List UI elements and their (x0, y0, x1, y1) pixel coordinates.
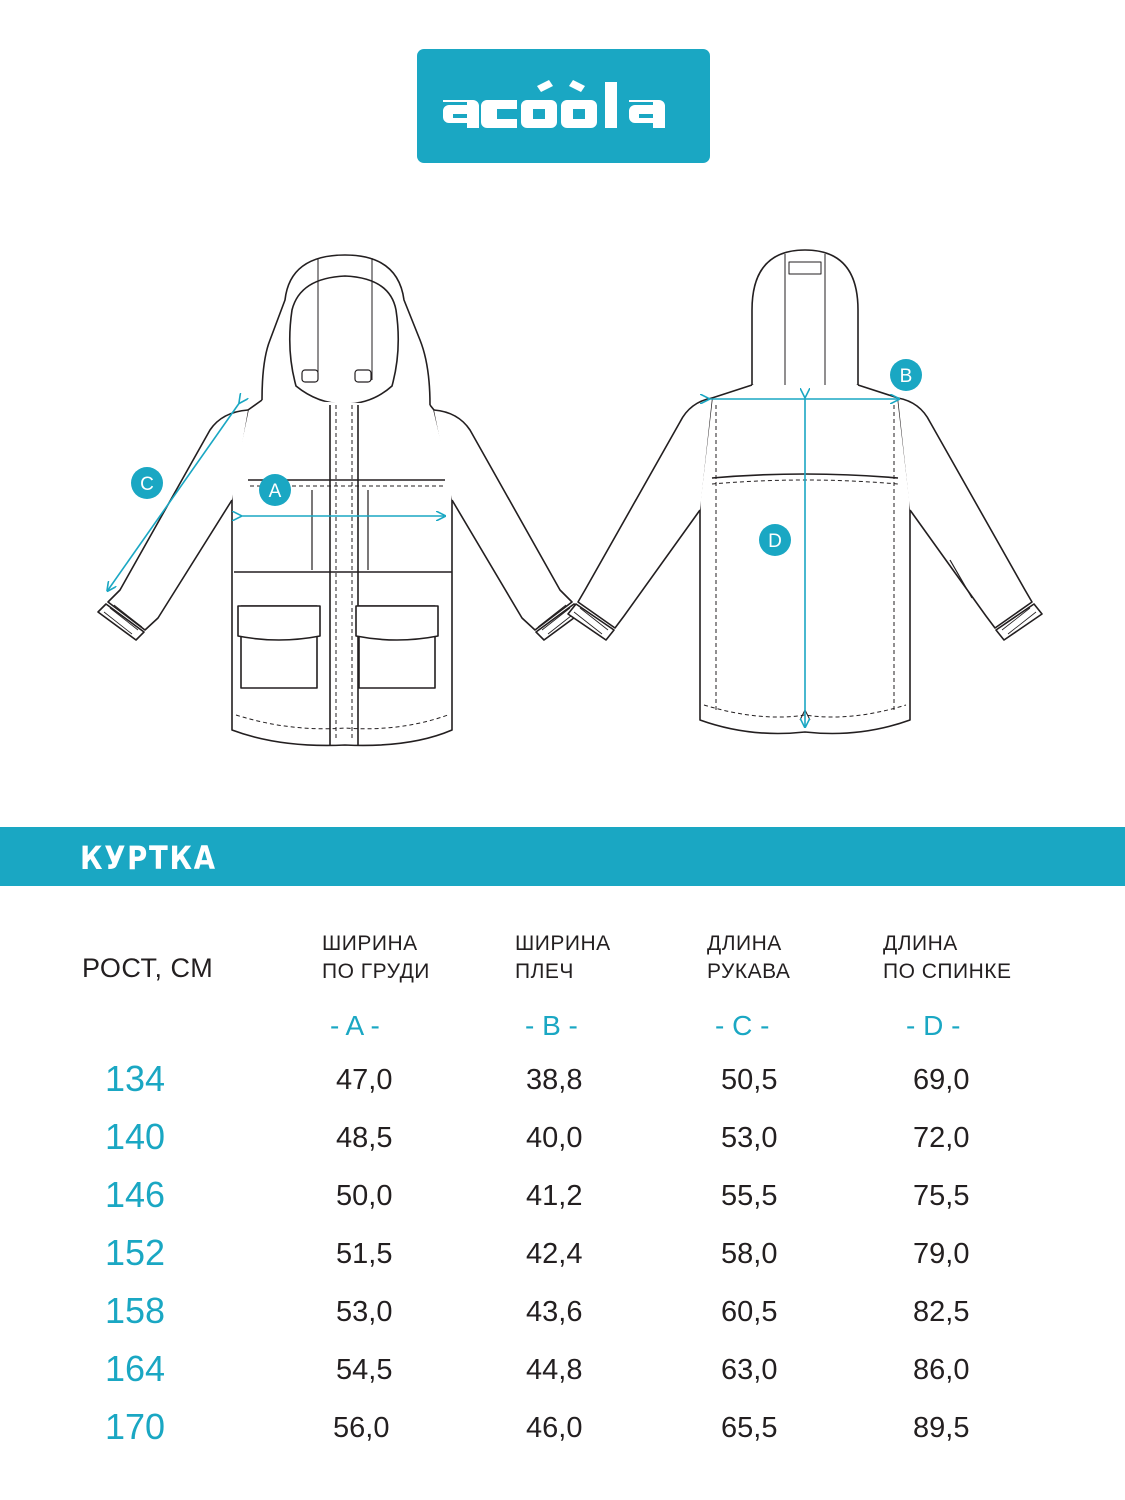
header-sleeve-length-line1: ДЛИНА (707, 932, 782, 955)
header-height-label: РОСТ, СМ (82, 953, 214, 983)
label-a-text: A (268, 481, 282, 502)
letter-a: - A - (330, 1010, 380, 1041)
cell-d: 82,5 (913, 1296, 970, 1328)
header-back-length-line1: ДЛИНА (883, 932, 958, 955)
cell-a: 53,0 (336, 1296, 393, 1328)
table-row (0, 1406, 1125, 1456)
cell-b: 44,8 (526, 1354, 583, 1386)
header-sleeve-length (707, 930, 790, 986)
label-d-text: D (768, 531, 782, 552)
header-back-length-line2: ПО СПИНКЕ (883, 960, 1012, 983)
cell-b: 46,0 (526, 1412, 583, 1444)
label-d-marker (759, 524, 791, 556)
cell-b: 42,4 (526, 1238, 583, 1270)
cell-d: 75,5 (913, 1180, 970, 1212)
cell-c: 50,5 (721, 1064, 778, 1096)
cell-b: 43,6 (526, 1296, 583, 1328)
cell-a: 47,0 (336, 1064, 393, 1096)
cell-c: 58,0 (721, 1238, 778, 1270)
label-c-text: C (140, 474, 154, 495)
cell-d: 79,0 (913, 1238, 970, 1270)
cell-a: 48,5 (336, 1122, 393, 1154)
label-a-marker (259, 474, 291, 506)
row-height: 146 (105, 1174, 166, 1215)
row-height: 152 (105, 1232, 166, 1273)
row-height: 164 (105, 1348, 166, 1389)
cell-a: 56,0 (333, 1412, 390, 1444)
letter-b: - B - (525, 1010, 578, 1041)
cell-a: 51,5 (336, 1238, 393, 1270)
section-title: КУРТКА (80, 839, 217, 877)
letter-c: - C - (715, 1010, 770, 1041)
header-sleeve-length-line2: РУКАВА (707, 960, 791, 983)
cell-c: 60,5 (721, 1296, 778, 1328)
label-b-text: B (899, 366, 913, 387)
header-chest-width-line1: ШИРИНА (322, 932, 418, 955)
header-back-length (883, 930, 1012, 986)
cell-a: 50,0 (336, 1180, 393, 1212)
table-row (0, 1174, 1125, 1224)
jacket-technical-drawing (0, 200, 1125, 830)
table-row (0, 1290, 1125, 1340)
cell-b: 40,0 (526, 1122, 583, 1154)
cell-d: 69,0 (913, 1064, 970, 1096)
cell-b: 38,8 (526, 1064, 583, 1096)
header-shoulder-width (515, 930, 611, 986)
header-shoulder-width-line1: ШИРИНА (515, 932, 611, 955)
cell-c: 53,0 (721, 1122, 778, 1154)
cell-c: 55,5 (721, 1180, 778, 1212)
label-b-marker (890, 359, 922, 391)
table-row (0, 1348, 1125, 1398)
header-shoulder-width-line2: ПЛЕЧ (515, 960, 574, 983)
brand-logo (417, 49, 710, 163)
cell-d: 89,5 (913, 1412, 970, 1444)
letter-d: - D - (906, 1010, 961, 1041)
acoola-logo-mark (439, 78, 689, 134)
table-row (0, 1058, 1125, 1108)
row-height: 140 (105, 1116, 166, 1157)
row-height: 134 (105, 1058, 166, 1099)
label-c-marker (131, 467, 163, 499)
table-row (0, 1116, 1125, 1166)
header-chest-width (322, 930, 430, 986)
row-height: 158 (105, 1290, 166, 1331)
cell-b: 41,2 (526, 1180, 583, 1212)
cell-d: 72,0 (913, 1122, 970, 1154)
header-height (82, 954, 213, 982)
header-chest-width-line2: ПО ГРУДИ (322, 960, 430, 983)
cell-d: 86,0 (913, 1354, 970, 1386)
section-header-band (0, 827, 1125, 886)
row-height: 170 (105, 1406, 166, 1447)
table-row (0, 1232, 1125, 1282)
cell-c: 63,0 (721, 1354, 778, 1386)
cell-a: 54,5 (336, 1354, 393, 1386)
cell-c: 65,5 (721, 1412, 778, 1444)
